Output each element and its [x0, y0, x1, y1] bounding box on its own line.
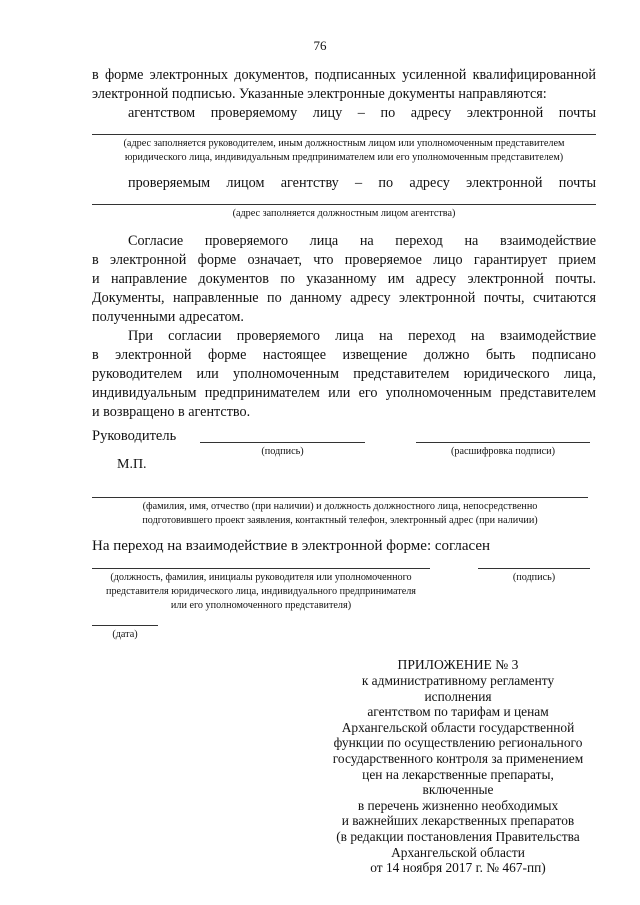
- appendix-line: Архангельской области: [391, 844, 525, 860]
- address-input-line-1: [92, 134, 596, 135]
- appendix-line: Архангельской области государственной: [341, 719, 575, 735]
- consent-position-note-2: представителя юридического лица, индивидуального предпринимателя: [106, 586, 416, 597]
- appendix-title: ПРИЛОЖЕНИЕ № 3: [397, 657, 519, 672]
- consent-signature-line: [478, 568, 590, 569]
- appendix-line: в перечень жизненно необходимых: [357, 797, 559, 813]
- consent-para-line-4: Документы, направленные по данному адресу электронной почты, считаются: [92, 290, 596, 306]
- consent-para-line-5: полученными адресатом.: [92, 309, 244, 325]
- appendix-line: и важнейших лекарственных препаратов: [341, 813, 575, 829]
- consent-signature-note: (подпись): [512, 572, 556, 583]
- preparer-note-line-1: (фамилия, имя, отчество (при наличии) и должность должностного лица, непосредственно: [142, 501, 538, 512]
- consent-position-line: [92, 568, 430, 569]
- signature-line: [200, 442, 365, 443]
- consent-para-line-2: в электронной форме означает, что проверяемое лицо гарантирует прием: [92, 252, 596, 268]
- appendix-line: функции по осуществлению регионального: [333, 735, 583, 751]
- date-note: (дата): [112, 629, 138, 640]
- appendix-body: [330, 673, 586, 876]
- address-note-2: (адрес заполняется должностным лицом агентства): [232, 208, 456, 219]
- address-input-line-2: [92, 204, 596, 205]
- consent-para-line-1: Согласие проверяемого лица на переход на взаимодействие: [128, 233, 596, 249]
- stamp-label: М.П.: [117, 457, 147, 472]
- signing-para-line-4: индивидуальным предпринимателем или его уполномоченным представителем: [92, 385, 596, 401]
- signature-decode-line: [416, 442, 590, 443]
- decode-caption: (расшифровка подписи): [451, 446, 555, 457]
- date-line: [92, 625, 158, 626]
- appendix-line: к административному регламенту исполнения: [361, 673, 555, 704]
- intro-line-2: электронной подписью. Указанные электронные документы направляются:: [92, 86, 547, 102]
- signing-para-line-5: и возвращено в агентство.: [92, 404, 251, 420]
- appendix-line: агентством по тарифам и ценам: [367, 704, 549, 720]
- address-note-1-line-1: (адрес заполняется руководителем, иным должностным лицом или уполномоченным представителем: [123, 138, 565, 149]
- page-number: 76: [313, 38, 327, 53]
- second-line: проверяемым лицом агентству – по адресу электронной почты: [128, 175, 596, 191]
- consent-title: На переход на взаимодействие в электронной форме: согласен: [92, 538, 491, 554]
- intro-line-1: в форме электронных документов, подписанных усиленной квалифицированной: [92, 67, 596, 83]
- signature-caption: (подпись): [261, 446, 304, 457]
- signing-para-line-2: в электронной форме настоящее извещение должно быть подписано: [92, 347, 596, 363]
- head-label: Руководитель: [92, 428, 177, 444]
- consent-position-note-1: (должность, фамилия, инициалы руководителя или уполномоченного: [110, 572, 412, 583]
- appendix-line: цен на лекарственные препараты, включенные: [362, 766, 554, 798]
- appendix-line: от 14 ноября 2017 г. № 467-пп): [370, 860, 546, 876]
- appendix-line: государственного контроля за применением: [332, 750, 584, 766]
- signing-para-line-1: При согласии проверяемого лица на переход на взаимодействие: [128, 328, 596, 344]
- preparer-input-line: [92, 497, 588, 498]
- consent-para-line-3: и направление документов по указанному им адресу электронной почты.: [92, 271, 596, 287]
- address-note-1-line-2: юридического лица, индивидуальным предпринимателем или его уполномоченным представителем): [124, 152, 564, 163]
- appendix-line: (в редакции постановления Правительства: [336, 828, 580, 844]
- intro-line-3: агентством проверяемому лицу – по адресу электронной почты: [128, 105, 596, 121]
- consent-position-note-3: или его уполномоченного представителя): [170, 600, 352, 611]
- signing-para-line-3: руководителем или уполномоченным представителем юридического лица,: [92, 366, 596, 382]
- preparer-note-line-2: подготовившего проект заявления, контактный телефон, электронный адрес (при наличии): [142, 515, 538, 526]
